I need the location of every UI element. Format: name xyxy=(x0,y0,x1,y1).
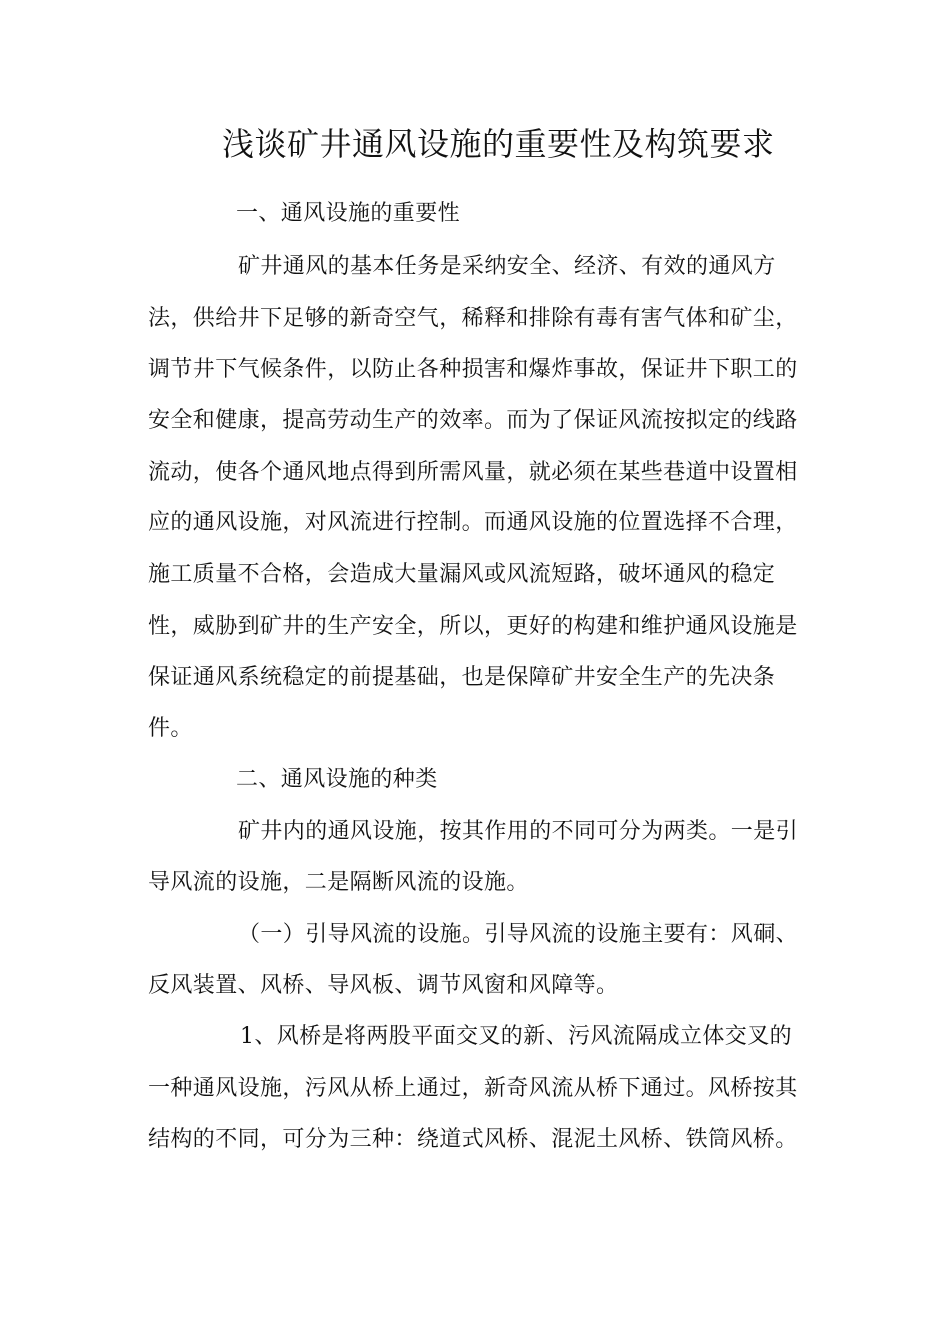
paragraph-line: 件。 xyxy=(148,716,193,741)
paragraph-line: 一种通风设施，污风从桥上通过，新奇风流从桥下通过。风桥按其 xyxy=(148,1076,798,1101)
paragraph-line: 性，威胁到矿井的生产安全，所以，更好的构建和维护通风设施是 xyxy=(148,614,798,639)
section-heading-1: 一、通风设施的重要性 xyxy=(236,201,461,226)
paragraph-line: 法，供给井下足够的新奇空气，稀释和排除有毒有害气体和矿尘， xyxy=(148,306,798,331)
paragraph-line: 矿井通风的基本任务是采纳安全、经济、有效的通风方 xyxy=(238,254,776,279)
paragraph-line: 反风装置、风桥、导风板、调节风窗和风障等。 xyxy=(148,973,619,998)
paragraph-line: 保证通风系统稳定的前提基础，也是保障矿井安全生产的先决条 xyxy=(148,665,776,690)
paragraph-line: 流动，使各个通风地点得到所需风量，就必须在某些巷道中设置相 xyxy=(148,460,798,485)
paragraph-line: 调节井下气候条件，以防止各种损害和爆炸事故，保证井下职工的 xyxy=(148,357,798,382)
section-heading-2: 二、通风设施的种类 xyxy=(236,767,438,792)
paragraph-line: 应的通风设施，对风流进行控制。而通风设施的位置选择不合理， xyxy=(148,510,798,535)
paragraph-line: 结构的不同，可分为三种：绕道式风桥、混泥土风桥、铁筒风桥。 xyxy=(148,1127,798,1152)
paragraph-line: 1、风桥是将两股平面交叉的新、污风流隔成立体交叉的 xyxy=(240,1024,792,1049)
paragraph-line: （一）引导风流的设施。引导风流的设施主要有：风硐、 xyxy=(238,922,799,947)
paragraph-line: 矿井内的通风设施，按其作用的不同可分为两类。一是引 xyxy=(238,819,799,844)
paragraph-line: 导风流的设施，二是隔断风流的设施。 xyxy=(148,870,529,895)
paragraph-line: 安全和健康，提高劳动生产的效率。而为了保证风流按拟定的线路 xyxy=(148,408,798,433)
document-title: 浅谈矿井通风设施的重要性及构筑要求 xyxy=(222,125,775,163)
paragraph-line: 施工质量不合格，会造成大量漏风或风流短路，破坏通风的稳定 xyxy=(148,562,776,587)
